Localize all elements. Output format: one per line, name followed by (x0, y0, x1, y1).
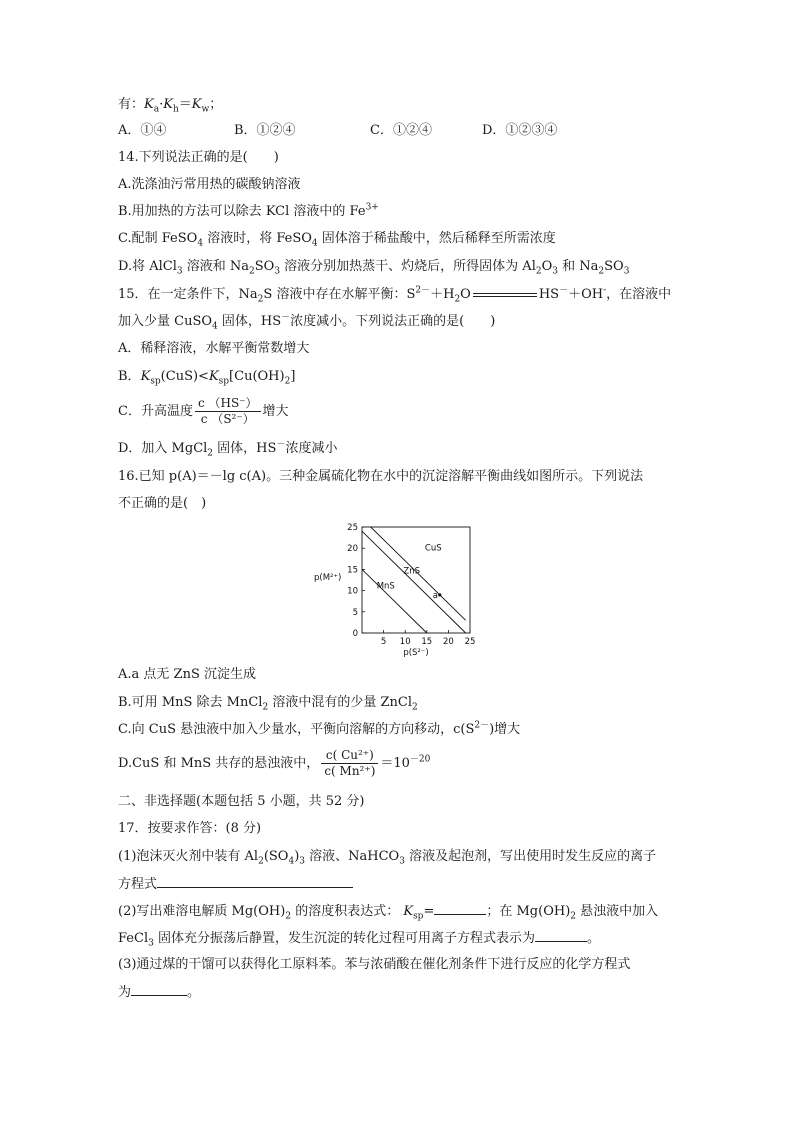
t: [Cu(OH) (229, 369, 285, 384)
dot: · (159, 97, 164, 112)
t: B.可用 MnS 除去 MnCl (118, 695, 263, 710)
q13-option-a: A．①④ (118, 123, 167, 138)
t: 为 (118, 985, 132, 1000)
y-axis-label: p(M²⁺) (314, 573, 342, 583)
t: 方程式 (118, 877, 158, 892)
q15-stem-line2 (118, 313, 495, 331)
denominator: c( Mn²⁺) (324, 764, 376, 778)
q13-tail-line (118, 96, 222, 114)
t: D.将 AlCl (118, 259, 177, 274)
q16-option-d (118, 748, 430, 779)
s: 2 (284, 376, 291, 387)
q14-option-b (118, 203, 379, 221)
t: B． (118, 369, 141, 384)
t: 悬浊液中加入 (576, 904, 659, 919)
t: C．升高温度 (118, 404, 193, 419)
q17-part3-line1: (3)通过煤的干馏可以获得化工原料苯。苯与浓硝酸在催化剂条件下进行反应的化学方程式 (118, 957, 631, 972)
s: 2 (411, 702, 418, 713)
kw-sub: w (201, 104, 210, 115)
s: 2 (207, 448, 214, 459)
q14-option-d (118, 258, 629, 276)
t: ) (294, 849, 300, 864)
q17-part1-line2 (118, 875, 353, 894)
q13-option-b: B．①②④ (234, 123, 296, 138)
series-line-mns (362, 566, 427, 633)
q13-prefix: 有： (118, 97, 145, 112)
s: 2 (285, 911, 292, 922)
t: FeCl (118, 931, 149, 946)
numerator: c( Cu²⁺) (321, 748, 378, 764)
ka-sub: a (153, 104, 160, 115)
section-2-heading: 二、非选择题(本题包括 5 小题，共 52 分) (118, 794, 365, 809)
s: sp (413, 911, 424, 922)
chart-plot-area (347, 523, 475, 647)
y-tick-label: 15 (347, 565, 358, 576)
solubility-chart (300, 520, 490, 660)
x-tick-label: 15 (421, 637, 433, 647)
q16-option-c (118, 721, 520, 739)
s: sp (218, 376, 230, 387)
t: C.向 CuS 悬浊液中加入少量水，平衡向溶解的方向移动，c(S (118, 722, 475, 737)
answer-blank[interactable] (434, 902, 486, 915)
series-label-cus: CuS (424, 543, 442, 554)
t: K (403, 904, 414, 919)
q15-option-d (118, 440, 337, 458)
y-tick-label: 0 (352, 629, 358, 639)
t: = (423, 904, 435, 919)
kw-symbol: K (191, 97, 202, 112)
s: 2－ (415, 285, 431, 296)
t: ，在溶液中 (606, 287, 672, 302)
series-label-mns: MnS (376, 581, 395, 592)
q14-option-c (118, 230, 556, 248)
s: 4 (311, 238, 318, 249)
t: C.配制 FeSO (118, 231, 198, 246)
t: O (460, 287, 471, 302)
y-tick-label: 25 (347, 523, 358, 533)
x-tick-label: 5 (380, 637, 387, 647)
s: 3 (274, 266, 281, 277)
x-axis-label: p(S²⁻) (403, 648, 429, 658)
s: - (603, 285, 607, 296)
fraction (321, 748, 378, 779)
t: (1)泡沫灭火剂中装有 Al (118, 849, 259, 864)
q13-options (118, 122, 557, 140)
q14-option-a: A.洗涤油污常用热的碳酸钠溶液 (118, 177, 301, 192)
s: 2 (535, 266, 542, 277)
t: 溶液和 Na (182, 259, 249, 274)
t: (CuS)< (160, 369, 209, 384)
q15-option-c (118, 396, 289, 427)
q17-part2-line2 (118, 929, 600, 948)
t: K (140, 369, 151, 384)
series-label-zns: ZnS (403, 566, 420, 577)
s: 4 (212, 321, 218, 332)
t: SO (254, 259, 275, 274)
t: 和 Na (558, 259, 599, 274)
t: ＋H (430, 287, 455, 302)
q15-stem-line1 (118, 286, 671, 304)
t: 溶液时，将 FeSO (203, 231, 312, 246)
s: 2 (570, 911, 576, 922)
t: 的溶度积表达式： (291, 904, 400, 919)
x-tick-label: 20 (442, 637, 454, 647)
t: 增大 (262, 404, 289, 419)
s: sp (150, 376, 161, 387)
kh-symbol: K (163, 97, 173, 112)
y-tick-label: 5 (352, 607, 358, 618)
t: 溶液、NaHCO (305, 849, 400, 864)
q17-part3-line2 (118, 983, 200, 1002)
y-tick-label: 10 (347, 586, 358, 597)
t: 固体充分振荡后静置，发生沉淀的转化过程可用离子方程式表示为 (153, 931, 535, 946)
t: 。 (187, 985, 201, 1000)
s: 2 (262, 702, 269, 713)
answer-blank[interactable] (535, 929, 587, 942)
s: 3 (299, 856, 306, 867)
s: 3 (552, 266, 558, 277)
q13-option-d: D．①②③④ (482, 123, 558, 138)
s: －20 (409, 754, 431, 765)
s: 3 (148, 938, 154, 949)
t: D.CuS 和 MnS 共存的悬浊液中， (118, 756, 320, 771)
answer-blank[interactable] (131, 983, 187, 996)
semicolon: ； (209, 97, 223, 112)
equilibrium-arrow-icon (473, 290, 537, 300)
s: 2 (257, 294, 264, 305)
point-a (438, 593, 441, 596)
x-tick-label: 10 (399, 637, 411, 647)
q16-stem-line1: 16.已知 p(A)＝－lg c(A)。三种金属硫化物在水中的沉淀溶解平衡曲线如图所示。下列说法 (118, 469, 644, 484)
ka-symbol: K (144, 97, 154, 112)
s: 2－ (474, 720, 490, 731)
q13-option-c: C．①②④ (370, 123, 432, 138)
t: 固体溶于稀盐酸中，然后稀释至所需浓度 (317, 231, 556, 246)
t: HS (538, 287, 560, 302)
t: 固体，HS (217, 314, 282, 329)
equals: ＝ (178, 97, 192, 112)
kh-sub: h (172, 104, 179, 115)
fraction (195, 396, 261, 427)
q16-stem-line2: 不正确的是( ) (118, 496, 207, 511)
s: 3 (176, 266, 183, 277)
q17-stem: 17．按要求作答：(8 分) (118, 821, 262, 836)
t: ＝10 (380, 756, 410, 771)
q14-stem: 14.下列说法正确的是( ) (118, 150, 279, 165)
t: D．加入 MgCl (118, 441, 208, 456)
s: － (281, 312, 291, 323)
y-tick-label: 20 (347, 544, 358, 555)
t: 加入少量 CuSO (118, 314, 213, 329)
t: SO (604, 259, 624, 274)
plot-frame (362, 527, 470, 633)
s: － (559, 285, 569, 296)
t: S 溶液中存在水解平衡：S (263, 287, 416, 302)
s: 2 (454, 294, 461, 305)
t: (SO (263, 849, 289, 864)
s: 4 (197, 238, 204, 249)
answer-blank[interactable] (157, 875, 353, 888)
t: 浓度减小。下列说法正确的是( ) (290, 314, 496, 329)
s: 4 (288, 856, 295, 867)
q14-b-text: B.用加热的方法可以除去 KCl 溶液中的 Fe (118, 204, 366, 219)
series-line-cus (371, 527, 466, 620)
t: 溶液及起泡剂，写出使用时发生反应的离子 (404, 849, 657, 864)
s: 3 (399, 856, 405, 867)
point-label-a: a (432, 590, 438, 601)
q17-part2-line1 (118, 902, 658, 921)
s: 3 (623, 266, 630, 277)
t: K (208, 369, 219, 384)
q15-option-b (118, 368, 295, 386)
q14-b-sup: 3+ (365, 202, 379, 213)
numerator: c （HS⁻） (195, 396, 261, 412)
q16-option-b (118, 694, 418, 712)
t: ] (290, 369, 296, 384)
s: 2 (598, 266, 605, 277)
t: ＋OH (568, 287, 604, 302)
s: 2 (258, 856, 264, 867)
denominator: c （S²⁻） (200, 412, 255, 426)
s: 2 (249, 266, 255, 277)
t: 浓度减小 (285, 441, 338, 456)
t: 。 (586, 931, 600, 946)
s: － (276, 439, 286, 450)
q17-part1-line1 (118, 848, 656, 866)
t: 固体，HS (213, 441, 277, 456)
x-tick-label: 25 (464, 637, 476, 647)
t: O (541, 259, 553, 274)
t: 溶液中混有的少量 ZnCl (268, 695, 412, 710)
q15-option-a: A．稀释溶液，水解平衡常数增大 (118, 341, 310, 356)
t: 15．在一定条件下，Na (118, 287, 258, 302)
t: )增大 (489, 722, 521, 737)
t: ；在 Mg(OH) (486, 904, 571, 919)
t: 溶液分别加热蒸干、灼烧后，所得固体为 Al (280, 259, 536, 274)
q16-option-a: A.a 点无 ZnS 沉淀生成 (118, 667, 256, 682)
t: (2)写出难溶电解质 Mg(OH) (118, 904, 286, 919)
